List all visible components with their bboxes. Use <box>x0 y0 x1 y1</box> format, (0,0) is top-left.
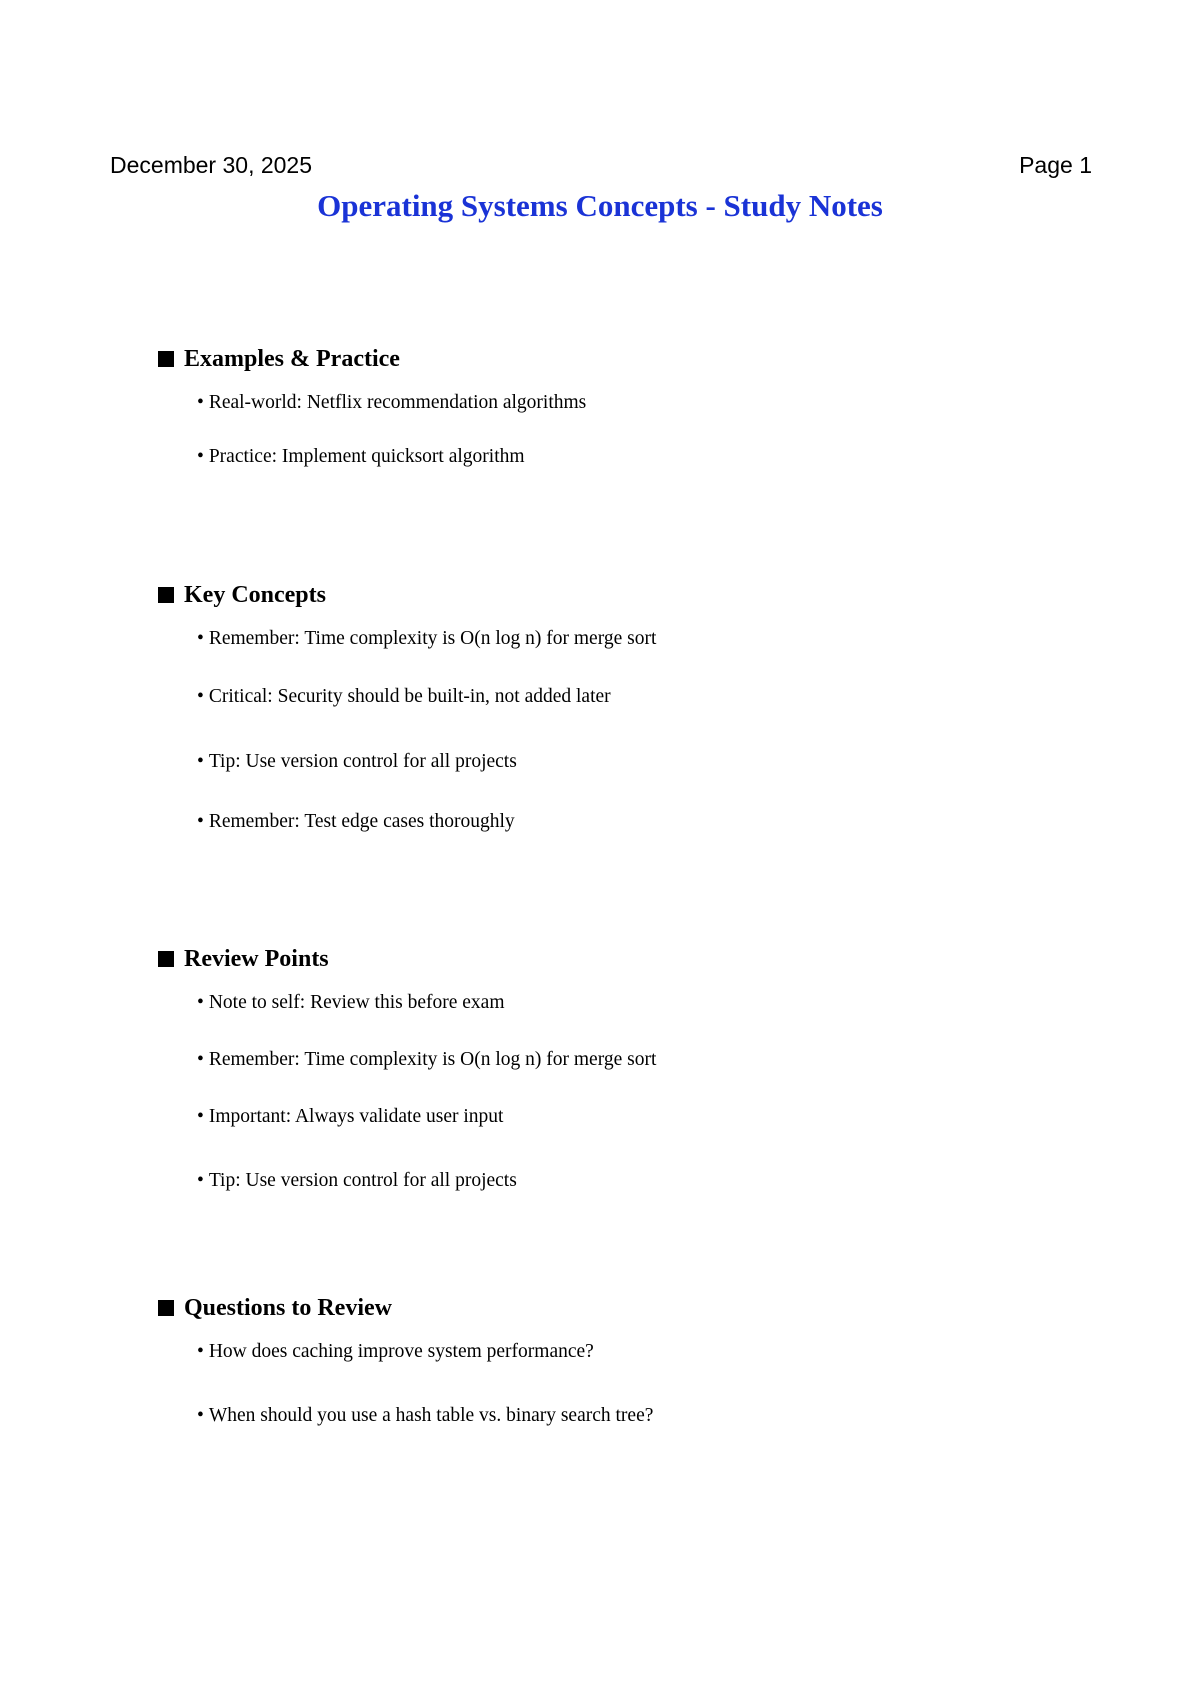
square-bullet-icon <box>158 951 174 967</box>
section-title: Questions to Review <box>184 1295 392 1321</box>
bullet-icon: • <box>197 686 204 707</box>
list-item-text: Critical: Security should be built-in, not added later <box>208 686 611 707</box>
bullet-icon: • <box>197 446 204 467</box>
list-item-text: Remember: Time complexity is O(n log n) for merge sort <box>208 1049 657 1070</box>
bullet-icon: • <box>197 392 204 413</box>
list-item-text: Practice: Implement quicksort algorithm <box>208 446 525 467</box>
bullet-icon: • <box>197 628 204 649</box>
bullet-icon: • <box>197 751 204 772</box>
section-title: Key Concepts <box>184 582 326 608</box>
list-item-text: Remember: Time complexity is O(n log n) for merge sort <box>208 628 657 649</box>
document-title: Operating Systems Concepts - Study Notes <box>317 188 883 223</box>
list-item-text: Important: Always validate user input <box>208 1106 504 1127</box>
list-item-text: Note to self: Review this before exam <box>208 992 505 1013</box>
list-item-text: Tip: Use version control for all projects <box>208 1170 517 1191</box>
square-bullet-icon <box>158 1300 174 1316</box>
section-heading-examples-practice <box>158 346 400 373</box>
list-item <box>197 628 656 650</box>
section-title: Examples & Practice <box>184 346 400 372</box>
header-date: December 30, 2025 <box>110 152 313 178</box>
header-page-number: Page 1 <box>1019 152 1092 178</box>
bullet-icon: • <box>197 992 204 1013</box>
square-bullet-icon <box>158 587 174 603</box>
section-heading-questions-to-review <box>158 1295 392 1322</box>
list-item <box>197 392 586 414</box>
list-item-text: Remember: Test edge cases thoroughly <box>208 811 515 832</box>
list-item <box>197 1106 503 1128</box>
list-item <box>197 811 515 833</box>
square-bullet-icon <box>158 351 174 367</box>
list-item <box>197 992 505 1014</box>
list-item <box>197 1341 594 1363</box>
list-item-text: When should you use a hash table vs. binary search tree? <box>208 1405 654 1426</box>
list-item-text: Real-world: Netflix recommendation algorithms <box>208 392 587 413</box>
bullet-icon: • <box>197 1405 204 1426</box>
bullet-icon: • <box>197 811 204 832</box>
list-item <box>197 686 611 708</box>
bullet-icon: • <box>197 1049 204 1070</box>
list-item <box>197 446 525 468</box>
list-item <box>197 1405 653 1427</box>
bullet-icon: • <box>197 1106 204 1127</box>
list-item <box>197 1049 656 1071</box>
section-heading-review-points <box>158 946 329 973</box>
list-item <box>197 1170 517 1192</box>
list-item-text: Tip: Use version control for all projects <box>208 751 517 772</box>
bullet-icon: • <box>197 1170 204 1191</box>
bullet-icon: • <box>197 1341 204 1362</box>
section-heading-key-concepts <box>158 582 326 609</box>
section-title: Review Points <box>184 946 329 972</box>
list-item-text: How does caching improve system performance? <box>208 1341 594 1362</box>
page-header <box>110 152 1092 179</box>
list-item <box>197 751 517 773</box>
